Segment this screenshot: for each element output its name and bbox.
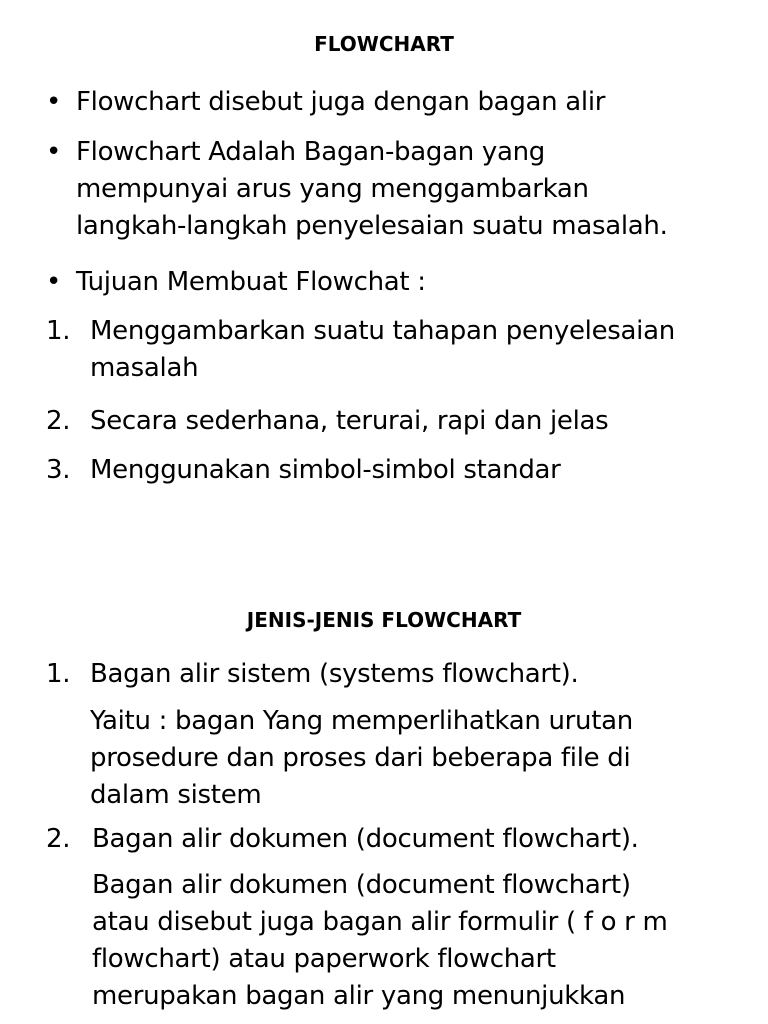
text-line: Tujuan Membuat Flowchat : <box>76 267 426 297</box>
text-line: prosedure dan proses dari beberapa file di <box>90 743 631 773</box>
slide-title: FLOWCHART <box>314 32 454 56</box>
number-marker: 2. <box>46 824 71 854</box>
text-line: Flowchart Adalah Bagan-bagan yang <box>76 137 545 167</box>
slide-title: JENIS-JENIS FLOWCHART <box>246 608 522 632</box>
bullet-marker: • <box>46 87 62 117</box>
text-line: langkah-langkah penyelesaian suatu masalah. <box>76 211 668 241</box>
text-line: Menggunakan simbol-simbol standar <box>90 455 561 485</box>
number-marker: 2. <box>46 406 71 436</box>
description-paragraph <box>90 703 758 814</box>
numbered-heading: Bagan alir sistem (systems flowchart). <box>90 659 579 689</box>
slide-jenis-flowchart <box>0 576 768 1024</box>
text-line: mempunyai arus yang menggambarkan <box>76 174 589 204</box>
bullet-text <box>76 264 756 301</box>
bullet-text <box>76 84 756 121</box>
bullet-text <box>76 134 756 245</box>
description-paragraph <box>92 867 758 1015</box>
text-line: Secara sederhana, terurai, rapi dan jelas <box>90 406 609 436</box>
text-line: Flowchart disebut juga dengan bagan alir <box>76 87 606 117</box>
text-line: Menggambarkan suatu tahapan penyelesaian <box>90 316 675 346</box>
numbered-heading: Bagan alir dokumen (document flowchart). <box>92 824 639 854</box>
number-marker: 1. <box>46 659 71 689</box>
numbered-text <box>90 313 758 387</box>
number-marker: 3. <box>46 455 71 485</box>
bullet-marker: • <box>46 267 62 297</box>
text-line: Yaitu : bagan Yang memperlihatkan urutan <box>90 706 633 736</box>
number-marker: 1. <box>46 316 71 346</box>
bullet-marker: • <box>46 137 62 167</box>
text-line: flowchart) atau paperwork flowchart <box>92 944 556 974</box>
text-line: dalam sistem <box>90 780 262 810</box>
slide-flowchart <box>0 0 768 510</box>
numbered-text <box>90 452 758 489</box>
text-line: masalah <box>90 353 199 383</box>
text-line: atau disebut juga bagan alir formulir ( f o r m <box>92 907 668 937</box>
text-line: merupakan bagan alir yang menunjukkan <box>92 981 626 1011</box>
numbered-text <box>90 403 758 440</box>
text-line: Bagan alir dokumen (document flowchart) <box>92 870 631 900</box>
